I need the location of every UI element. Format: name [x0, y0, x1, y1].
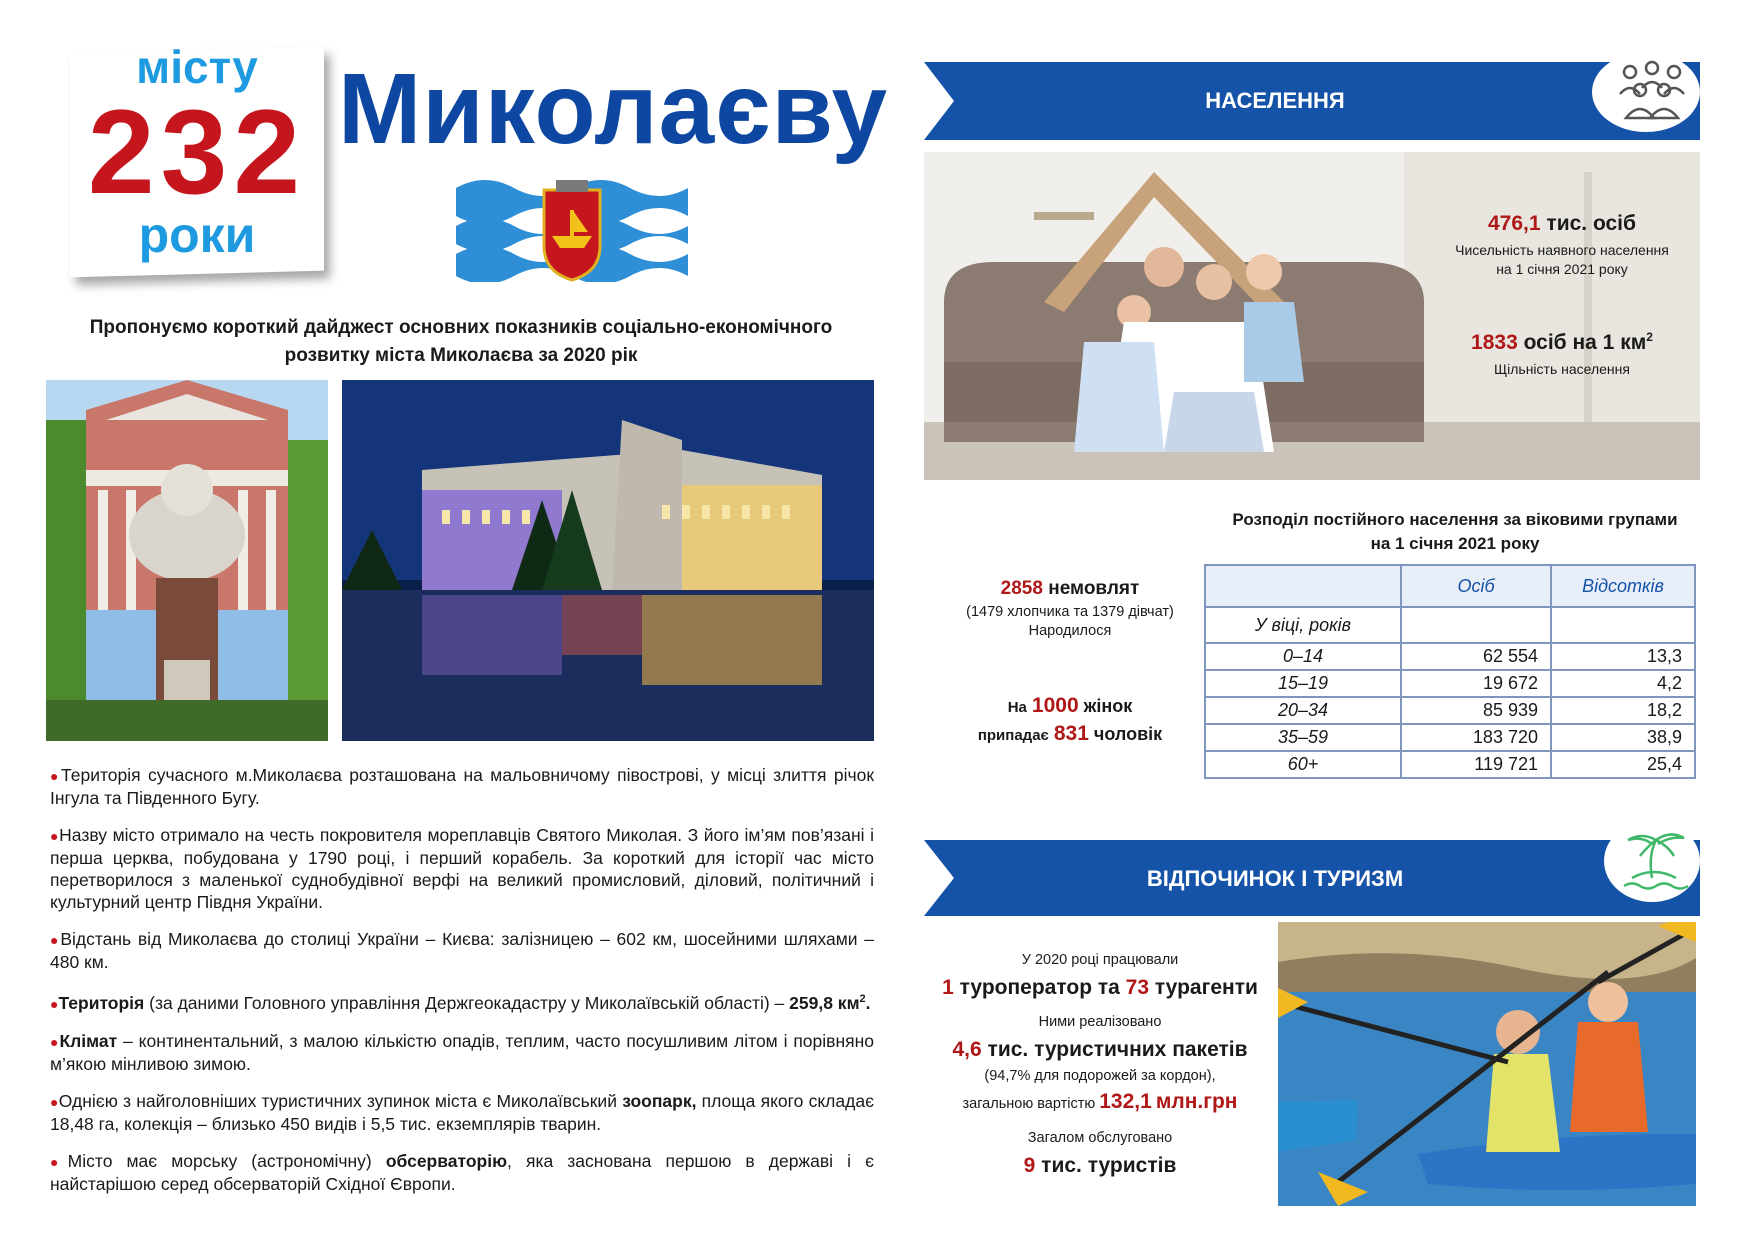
table-row — [1205, 670, 1695, 697]
kayak-photo — [1278, 922, 1696, 1206]
age-cell: 15–19 — [1205, 670, 1401, 697]
ratio-men-unit: чоловік — [1093, 724, 1163, 744]
persons-cell: 62 554 — [1401, 643, 1551, 670]
tourism-served-label: Загалом обслуговано — [1027, 1130, 1173, 1146]
population-total-date: на 1 січня 2021 року — [1496, 261, 1628, 277]
gender-ratio-line-1 — [940, 694, 1200, 718]
births-unit: немовлят — [1048, 578, 1140, 599]
tourism-worked-label: У 2020 році працювали — [1021, 952, 1179, 968]
table-row — [1205, 697, 1695, 724]
monument-photo — [46, 380, 328, 741]
operators-value: 1 — [942, 976, 954, 999]
fact-bold: Клімат — [59, 1030, 118, 1051]
ratio-mid: припадає — [977, 727, 1049, 744]
age-title-line-1: Розподіл постійного населення за віковими групами — [1232, 510, 1678, 529]
ratio-pre: На — [1007, 699, 1027, 716]
tourists-value: 9 — [1023, 1154, 1036, 1177]
tourism-packages-note: (94,7% для подорожей за кордон), — [984, 1068, 1216, 1084]
percent-cell: 13,3 — [1551, 643, 1695, 670]
table-row — [1205, 724, 1695, 751]
total-label: загальною вартістю — [962, 1096, 1096, 1112]
facts-list — [50, 764, 874, 1210]
births-desc: Народилося — [1028, 623, 1112, 639]
col-persons-header: Осіб — [1401, 565, 1551, 607]
population-total-value: 476,1 — [1488, 212, 1541, 235]
row-header-cell: У віці, років — [1205, 607, 1401, 643]
fact-text: (за даними Головного управління Держгеокадастру у Миколаївській області) – — [144, 992, 790, 1013]
bullet-icon: ● — [50, 932, 61, 948]
population-banner-title: НАСЕЛЕННЯ — [1205, 88, 1345, 113]
population-total-line — [1432, 212, 1692, 236]
fact-item — [50, 1090, 874, 1135]
fact-bold: 259,8 км — [789, 992, 860, 1013]
fact-text: Однією з найголовніших туристичних зупинок міста є Миколаївський — [58, 1090, 623, 1111]
ratio-women-value: 1000 — [1031, 694, 1079, 717]
logo-top-text: місту — [136, 41, 258, 93]
intro-line-2: розвитку міста Миколаєва за 2020 рік — [284, 345, 638, 366]
city-title: Миколаєву — [338, 53, 889, 165]
age-cell: 0–14 — [1205, 643, 1401, 670]
tourism-stats — [930, 952, 1270, 1178]
fact-bold: Територія — [58, 992, 145, 1013]
fact-bold: обсерваторію — [385, 1150, 508, 1171]
age-distribution-table — [1204, 564, 1696, 779]
age-title-line-2: на 1 січня 2021 року — [1370, 534, 1540, 553]
persons-cell: 19 672 — [1401, 670, 1551, 697]
persons-cell: 85 939 — [1401, 697, 1551, 724]
tourists-unit: тис. туристів — [1041, 1154, 1177, 1177]
ratio-men-value: 831 — [1053, 722, 1089, 745]
table-row — [1205, 643, 1695, 670]
population-density-desc: Щільність населення — [1494, 361, 1630, 377]
tourism-tourists-line — [930, 1154, 1270, 1178]
table-row — [1205, 751, 1695, 778]
population-density-value: 1833 — [1471, 331, 1518, 354]
persons-cell: 119 721 — [1401, 751, 1551, 778]
gender-ratio-line-2 — [940, 722, 1200, 746]
bullet-icon: ● — [50, 828, 60, 844]
population-density-block — [1432, 330, 1692, 377]
births-value: 2858 — [1000, 578, 1043, 599]
fact-text: Назву місто отримало на честь покровителя мореплавців Святого Миколая. З його ім’ям пов’язані і перша церква, побудована у 1790 році, і перший корабель. За короткий для історії час місто перетворилося з маленької суднобудівної верфі на великий промисловий, діловий, політичний і культурний центр Півдня України. — [50, 825, 874, 912]
fact-item — [50, 928, 874, 973]
population-density-unit: осіб на 1 км — [1523, 331, 1647, 354]
fact-text: Місто має морську (астрономічну) — [67, 1150, 386, 1171]
table-header-row — [1205, 565, 1695, 607]
logo-bottom-text: роки — [138, 207, 256, 263]
fact-text: площа якого складає 18,48 га, колекція – близько 450 видів і 5,5 тис. екземплярів тварин. — [50, 1090, 874, 1134]
population-total-desc: Чисельність наявного населення — [1455, 242, 1669, 258]
population-density-sup: 2 — [1646, 330, 1653, 344]
population-total-block — [1432, 212, 1692, 277]
bullet-icon: ● — [50, 1153, 68, 1170]
age-cell: 20–34 — [1205, 697, 1401, 724]
persons-cell: 183 720 — [1401, 724, 1551, 751]
fact-bold: зоопарк, — [622, 1090, 697, 1111]
palm-island-icon — [1618, 826, 1690, 894]
fact-item — [50, 988, 874, 1015]
tourism-packages-line — [930, 1038, 1270, 1062]
bullet-icon: ● — [50, 995, 59, 1012]
births-line — [940, 578, 1200, 600]
fact-text: , яка заснована першою в державі і є найстарішою серед обсерваторій Східної Європи. — [50, 1150, 874, 1194]
births-block — [940, 578, 1200, 639]
tourism-total-line — [930, 1090, 1270, 1114]
packages-unit: тис. туристичних пакетів — [987, 1038, 1248, 1061]
fact-item — [50, 824, 874, 913]
fact-item — [50, 1150, 874, 1195]
table-corner-cell — [1205, 565, 1401, 607]
age-cell: 60+ — [1205, 751, 1401, 778]
gender-ratio-block — [940, 694, 1200, 746]
percent-cell: 25,4 — [1551, 751, 1695, 778]
total-value: 132,1 — [1099, 1090, 1152, 1113]
tourism-operators-line — [930, 976, 1270, 1000]
fact-sup: 2 — [859, 993, 866, 1005]
intro-line-1: Пропонуємо короткий дайджест основних показників соціально-економічного — [89, 317, 833, 338]
empty-cell — [1401, 607, 1551, 643]
percent-cell: 18,2 — [1551, 697, 1695, 724]
bullet-icon: ● — [50, 768, 62, 784]
population-density-line — [1432, 330, 1692, 355]
tourism-banner-title: ВІДПОЧИНОК І ТУРИЗМ — [1146, 866, 1404, 891]
age-cell: 35–59 — [1205, 724, 1401, 751]
population-total-unit: тис. осіб — [1546, 212, 1636, 235]
ratio-women-unit: жінок — [1083, 696, 1133, 716]
people-group-icon — [1616, 60, 1688, 124]
tourism-sold-label: Ними реалізовано — [1038, 1014, 1162, 1030]
city-hall-night-photo — [342, 380, 874, 741]
city-flag-emblem — [456, 176, 688, 282]
percent-cell: 4,2 — [1551, 670, 1695, 697]
agents-unit: турагенти — [1154, 976, 1258, 999]
bullet-icon: ● — [50, 1093, 59, 1110]
agents-value: 73 — [1125, 976, 1150, 999]
age-distribution-title — [1200, 508, 1710, 556]
fact-text: – континентальний, з малою кількістю опадів, теплим, часто посушливим літом і порівняно м’якою мінливою зимою. — [50, 1030, 874, 1074]
packages-value: 4,6 — [952, 1038, 982, 1061]
col-percent-header: Відсотків — [1551, 565, 1695, 607]
empty-cell — [1551, 607, 1695, 643]
operators-unit: туроператор та — [959, 976, 1120, 999]
fact-item — [50, 1030, 874, 1075]
fact-end: . — [865, 992, 871, 1013]
fact-text: Територія сучасного м.Миколаєва розташована на мальовничому півострові, у місці злиття річок Інгула та Південного Бугу. — [50, 765, 874, 808]
total-unit: млн.грн — [1155, 1090, 1238, 1113]
births-detail: (1479 хлопчика та 1379 дівчат) — [966, 604, 1174, 620]
intro-text — [46, 314, 876, 370]
fact-text: Відстань від Миколаєва до столиці України – Києва: залізницею – 602 км, шосейними шляхами – 480 км. — [50, 929, 874, 972]
logo-number: 232 — [87, 85, 307, 219]
family-photo — [924, 152, 1700, 480]
percent-cell: 38,9 — [1551, 724, 1695, 751]
bullet-icon: ● — [50, 1033, 60, 1050]
table-subheader-row — [1205, 607, 1695, 643]
fact-item — [50, 764, 874, 809]
